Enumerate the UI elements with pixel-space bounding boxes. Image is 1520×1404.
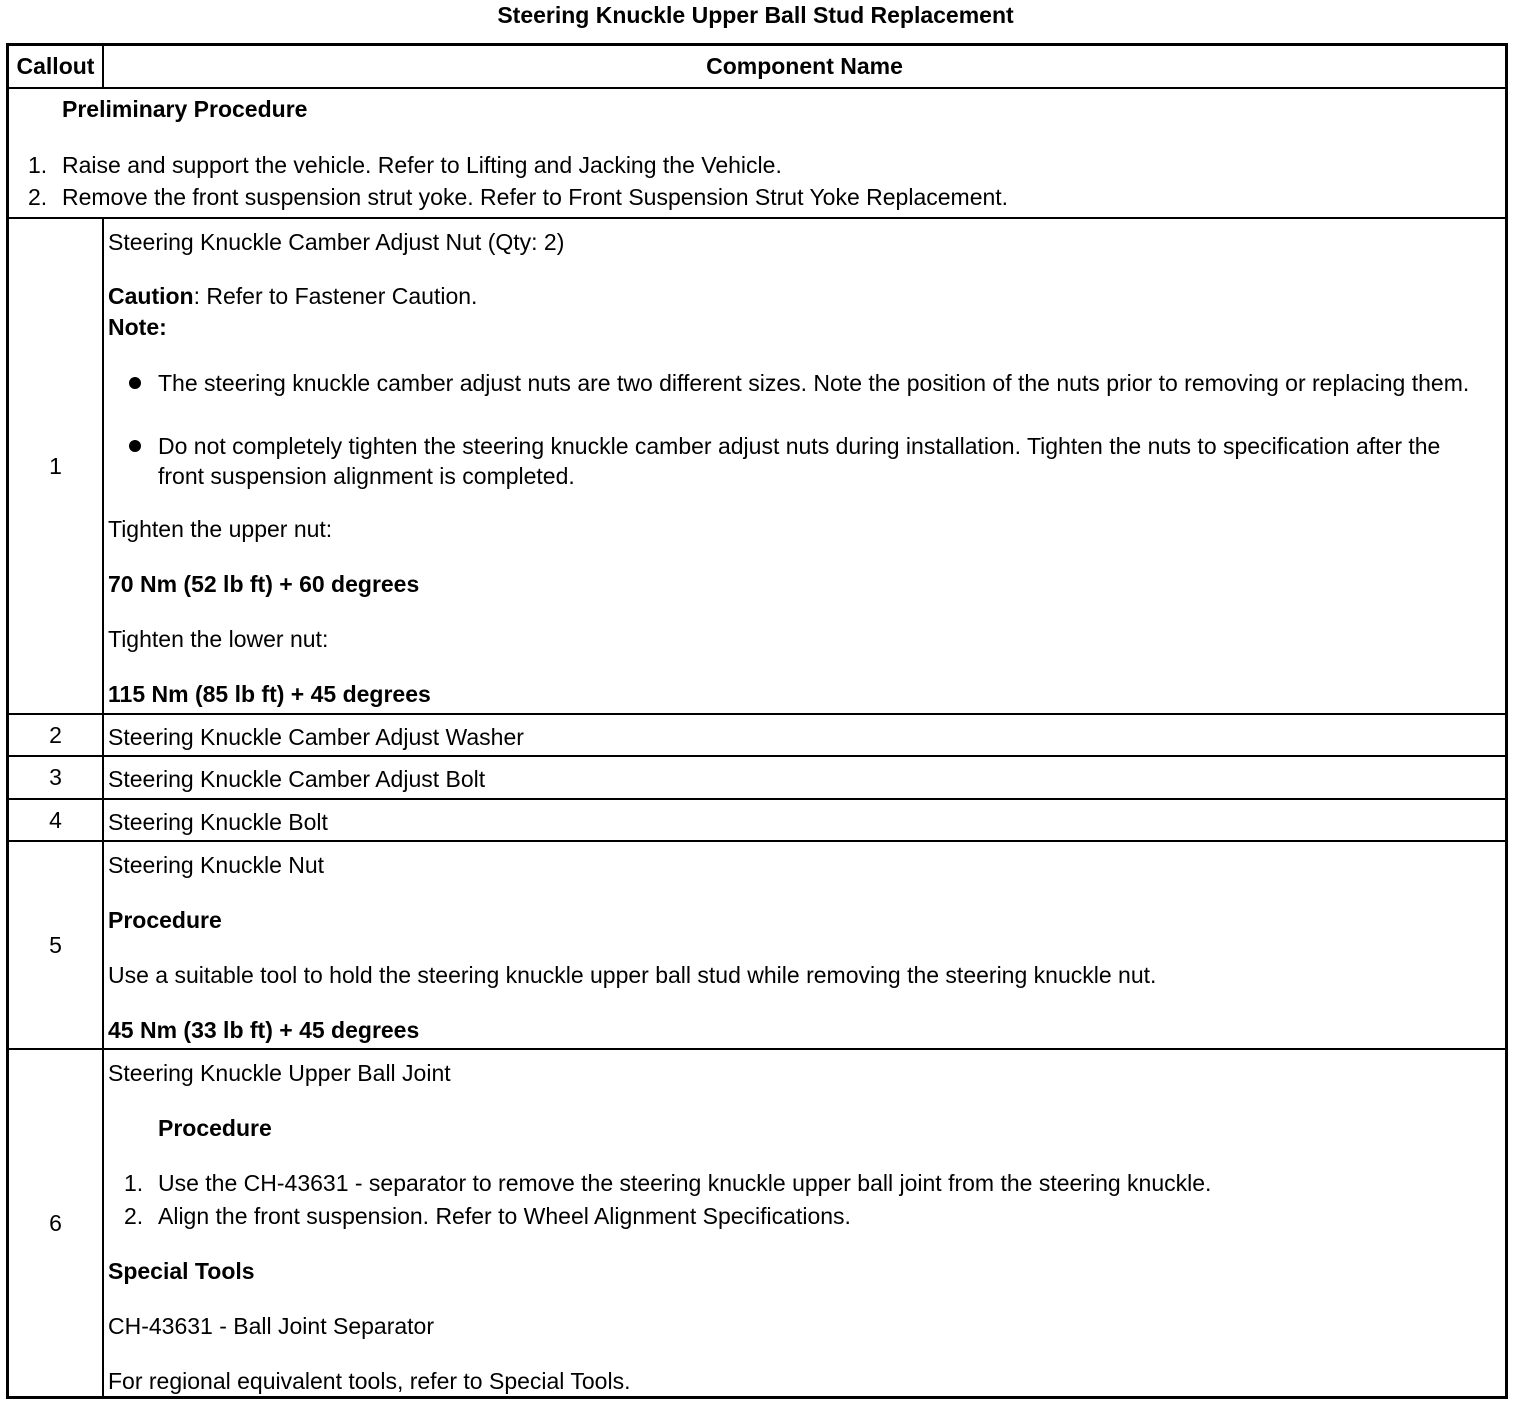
- special-tool-item: CH-43631 - Ball Joint Separator: [108, 1313, 434, 1339]
- component-cell: [104, 800, 1505, 840]
- component-cell: [104, 715, 1505, 755]
- table-row: [9, 1050, 1505, 1396]
- procedure-step-1-num: 1.: [124, 1170, 144, 1196]
- callout-number: 3: [9, 757, 104, 798]
- preliminary-step-1-num: 1.: [28, 152, 48, 178]
- caution-label: Caution: [108, 283, 194, 309]
- component-name: Steering Knuckle Camber Adjust Washer: [108, 724, 524, 750]
- component-cell: [104, 757, 1505, 798]
- special-tools-label: Special Tools: [108, 1258, 255, 1284]
- note-bullet-2: Do not completely tighten the steering knuckle camber adjust nuts during installation. Tighten the nuts to specification after the front suspension alignment is completed.: [158, 433, 1441, 489]
- note-bullet-1: The steering knuckle camber adjust nuts are two different sizes. Note the position of the nuts prior to removing or replacing them.: [158, 370, 1470, 396]
- procedure-step-1: Use the CH-43631 - separator to remove the steering knuckle upper ball joint from the steering knuckle.: [158, 1170, 1212, 1196]
- component-name: Steering Knuckle Nut: [108, 852, 325, 878]
- component-name: Steering Knuckle Bolt: [108, 809, 328, 835]
- lower-nut-spec: 115 Nm (85 lb ft) + 45 degrees: [108, 681, 431, 707]
- callout-header: Callout: [9, 46, 104, 87]
- bullet-icon: [129, 440, 141, 452]
- special-tools-note: For regional equivalent tools, refer to Special Tools.: [108, 1368, 631, 1394]
- component-cell: [104, 219, 1505, 713]
- lower-nut-label: Tighten the lower nut:: [108, 626, 329, 652]
- component-name: Steering Knuckle Camber Adjust Nut (Qty: 2): [108, 229, 565, 255]
- torque-spec: 45 Nm (33 lb ft) + 45 degrees: [108, 1017, 420, 1043]
- page-title: Steering Knuckle Upper Ball Stud Replacement: [497, 2, 1014, 28]
- upper-nut-label: Tighten the upper nut:: [108, 516, 333, 542]
- callout-number: 4: [9, 800, 104, 840]
- upper-nut-spec: 70 Nm (52 lb ft) + 60 degrees: [108, 571, 420, 597]
- table-row: [9, 800, 1505, 842]
- procedure-step-2-num: 2.: [124, 1203, 144, 1229]
- component-name: Steering Knuckle Upper Ball Joint: [108, 1060, 451, 1086]
- bullet-icon: [129, 377, 141, 389]
- procedure-label: Procedure: [108, 907, 222, 933]
- table-row: [9, 219, 1505, 715]
- callout-number: 6: [9, 1050, 104, 1396]
- component-name-header: Component Name: [706, 53, 903, 79]
- caution-text: : Refer to Fastener Caution.: [193, 283, 478, 309]
- procedure-step-2: Align the front suspension. Refer to Wheel Alignment Specifications.: [158, 1203, 851, 1229]
- preliminary-heading: Preliminary Procedure: [62, 96, 308, 122]
- procedure-label: Procedure: [158, 1115, 272, 1141]
- table-header-row: [9, 46, 1505, 89]
- table-row: [9, 757, 1505, 800]
- note-label: Note:: [108, 314, 167, 340]
- table-row: [9, 842, 1505, 1050]
- callout-number: 5: [9, 842, 104, 1048]
- component-cell: [104, 1050, 1505, 1396]
- component-name: Steering Knuckle Camber Adjust Bolt: [108, 766, 486, 792]
- component-cell: [104, 842, 1505, 1048]
- preliminary-step-1: Raise and support the vehicle. Refer to Lifting and Jacking the Vehicle.: [62, 152, 782, 178]
- callout-number: 1: [9, 219, 104, 713]
- procedure-text: Use a suitable tool to hold the steering knuckle upper ball stud while removing the steering knuckle nut.: [108, 962, 1157, 988]
- preliminary-step-2-num: 2.: [28, 184, 48, 210]
- table-row: [9, 715, 1505, 757]
- components-table: [6, 43, 1508, 1399]
- callout-number: 2: [9, 715, 104, 755]
- caution-line: [108, 283, 477, 310]
- preliminary-procedure-row: [9, 89, 1505, 219]
- preliminary-step-2: Remove the front suspension strut yoke. Refer to Front Suspension Strut Yoke Replacement.: [62, 184, 1009, 210]
